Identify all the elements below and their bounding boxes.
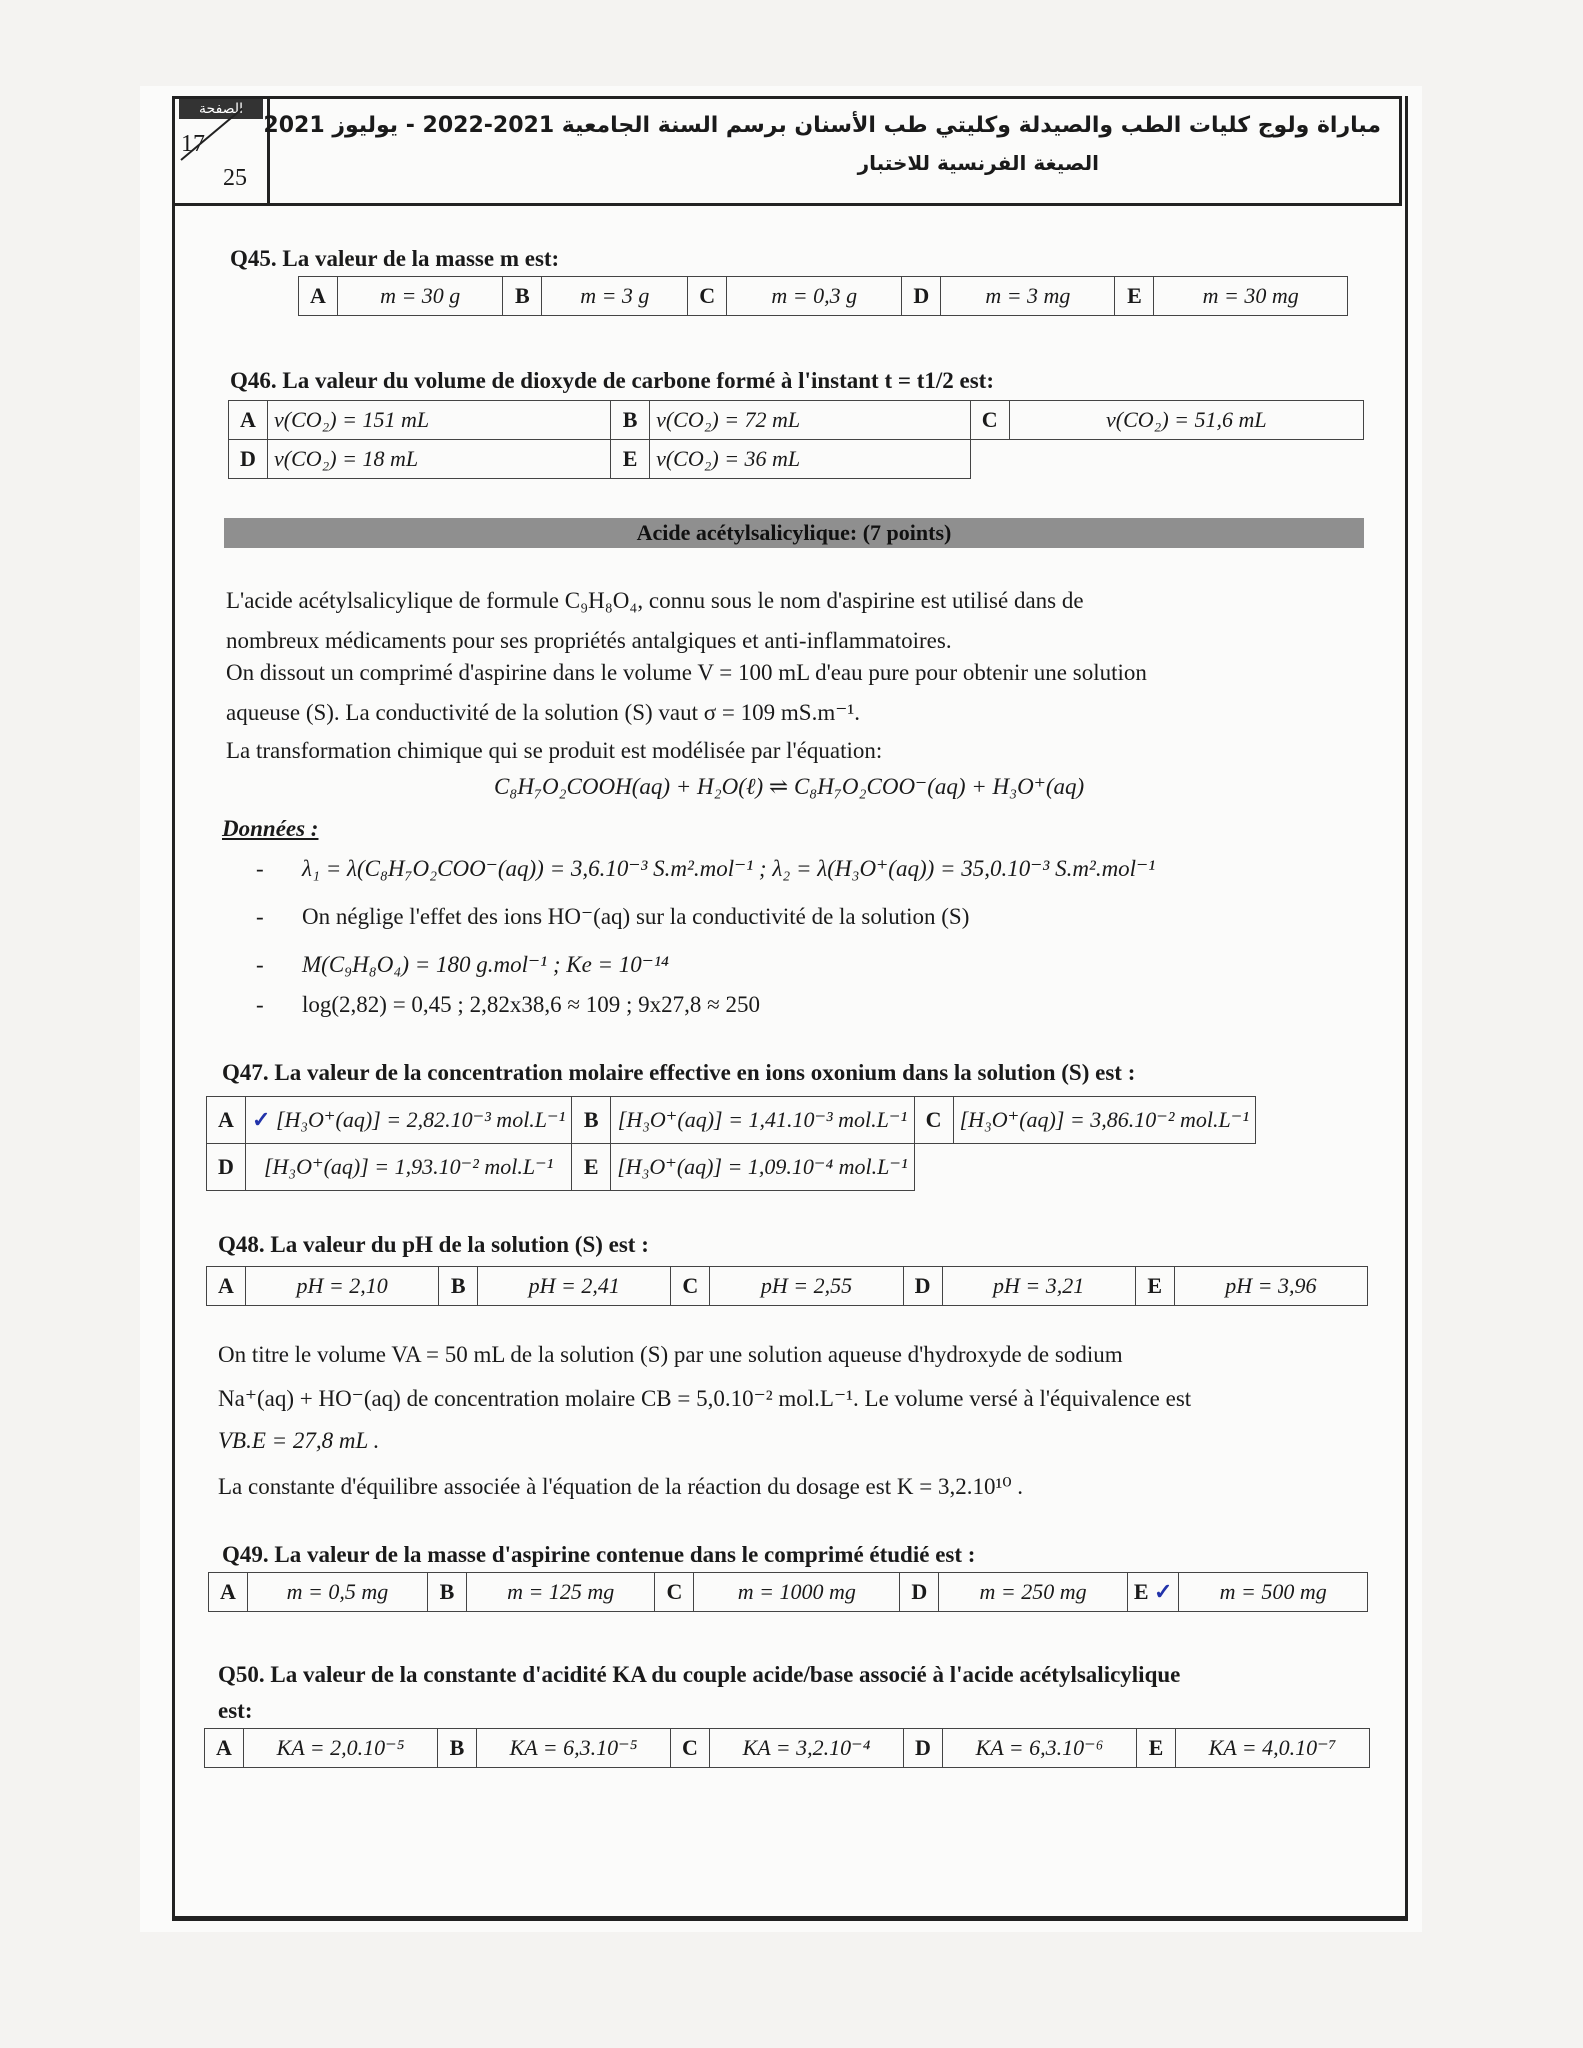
q46-option-letter[interactable]: D [229, 440, 268, 479]
page-total: 25 [223, 165, 247, 191]
q48-option-value: pH = 2,41 [478, 1267, 671, 1306]
q48-option-letter[interactable]: A [207, 1267, 246, 1306]
q48-title: Q48. La valeur du pH de la solution (S) est : [218, 1232, 649, 1257]
q45-option-letter[interactable]: B [503, 277, 542, 316]
q50-option-value: KA = 3,2.10⁻⁴ [710, 1729, 904, 1768]
q47-option-value: [H₃O⁺(aq)] = 1,93.10⁻² mol.L⁻¹ [246, 1144, 572, 1191]
q47-title: Q47. La valeur de la concentration molaire effective en ions oxonium dans la solution (S) est : [222, 1060, 1136, 1085]
exam-header [172, 96, 1402, 206]
q45-option-value: m = 30 g [338, 277, 503, 316]
data-item: λ₁ = λ(C₈H₇O₂COO⁻(aq)) = 3,6.10⁻³ S.m².mol⁻¹ ; λ₂ = λ(H₃O⁺(aq)) = 35,0.10⁻³ S.m².mol⁻¹ [302, 856, 1156, 881]
titration-line: VB.E = 27,8 mL . [218, 1428, 380, 1453]
q50-option-value: KA = 6,3.10⁻⁵ [477, 1729, 671, 1768]
q49-option-value: m = 250 mg [939, 1573, 1128, 1612]
page-number: 17 [181, 131, 205, 157]
q48-option-letter[interactable]: E [1135, 1267, 1174, 1306]
q45-option-letter[interactable]: A [299, 277, 338, 316]
intro-line: L'acide acétylsalicylique de formule C₉H₈O₄, connu sous le nom d'aspirine est utilisé dans de [226, 588, 1084, 613]
data-item: M(C₉H₈O₄) = 180 g.mol⁻¹ ; Ke = 10⁻¹⁴ [302, 952, 669, 977]
q48-option-value: pH = 2,55 [710, 1267, 903, 1306]
q50-option-value: KA = 4,0.10⁻⁷ [1176, 1729, 1370, 1768]
header-subtitle: الصيغة الفرنسية للاختبار [857, 151, 1099, 175]
q50-option-letter[interactable]: C [671, 1729, 710, 1768]
q46-option-letter[interactable]: A [229, 401, 268, 440]
data-item: log(2,82) = 0,45 ; 2,82x38,6 ≈ 109 ; 9x27,8 ≈ 250 [302, 992, 760, 1017]
q48-option-letter[interactable]: C [671, 1267, 710, 1306]
intro-line: On dissout un comprimé d'aspirine dans le volume V = 100 mL d'eau pure pour obtenir une solution [226, 660, 1147, 685]
q47-option-value: ✓ [H₃O⁺(aq)] = 2,82.10⁻³ mol.L⁻¹ [246, 1097, 572, 1144]
q45-option-letter[interactable]: C [688, 277, 727, 316]
q49-title: Q49. La valeur de la masse d'aspirine contenue dans le comprimé étudié est : [222, 1542, 976, 1567]
page-number-box [175, 99, 270, 203]
q49-option-value: m = 0,5 mg [248, 1573, 428, 1612]
data-title: Données : [222, 816, 319, 841]
q45-options [298, 276, 1348, 316]
section-banner: Acide acétylsalicylique: (7 points) [224, 518, 1364, 548]
q50-option-letter[interactable]: D [904, 1729, 943, 1768]
q47-option-letter[interactable]: A [207, 1097, 246, 1144]
q45-option-letter[interactable]: E [1115, 277, 1154, 316]
q46-option-letter[interactable]: C [970, 401, 1009, 440]
q46-options [228, 400, 1364, 479]
q46-option-value: v(CO₂) = 18 mL [268, 440, 611, 479]
q45-option-value: m = 0,3 g [727, 277, 902, 316]
q50-option-letter[interactable]: A [205, 1729, 244, 1768]
intro-line: nombreux médicaments pour ses propriétés antalgiques et anti-inflammatoires. [226, 628, 952, 653]
q46-option-value: v(CO₂) = 72 mL [650, 401, 971, 440]
intro-line: aqueuse (S). La conductivité de la solution (S) vaut σ = 109 mS.m⁻¹. [226, 700, 860, 725]
titration-line: On titre le volume VA = 50 mL de la solution (S) par une solution aqueuse d'hydroxyde de sodium [218, 1342, 1123, 1367]
q50-option-value: KA = 2,0.10⁻⁵ [244, 1729, 438, 1768]
q46-option-letter[interactable]: E [611, 440, 650, 479]
q47-option-value: [H₃O⁺(aq)] = 1,09.10⁻⁴ mol.L⁻¹ [611, 1144, 914, 1191]
q48-option-letter[interactable]: B [439, 1267, 478, 1306]
data-item: On néglige l'effet des ions HO⁻(aq) sur la conductivité de la solution (S) [302, 904, 970, 929]
titration-line: La constante d'équilibre associée à l'équation de la réaction du dosage est K = 3,2.10¹⁰ . [218, 1474, 1024, 1499]
q46-option-value: v(CO₂) = 151 mL [268, 401, 611, 440]
q47-option-letter[interactable]: B [572, 1097, 611, 1144]
q47-options [206, 1096, 1256, 1191]
header-title: مباراة ولوج كليات الطب والصيدلة وكليتي طب الأسنان برسم السنة الجامعية 2021-2022 - يوليوز 2021 [263, 113, 1381, 138]
q46-option-value: v(CO₂) = 51,6 mL [1009, 401, 1363, 440]
intro-line: La transformation chimique qui se produit est modélisée par l'équation: [226, 738, 883, 763]
q47-option-letter[interactable]: D [207, 1144, 246, 1191]
q48-option-value: pH = 3,96 [1174, 1267, 1367, 1306]
q50-title-cont: est: [218, 1698, 253, 1723]
q45-option-value: m = 3 mg [941, 277, 1115, 316]
q49-option-letter[interactable]: E ✓ [1127, 1573, 1179, 1612]
q49-option-value: m = 125 mg [466, 1573, 655, 1612]
q47-option-letter[interactable]: C [914, 1097, 953, 1144]
q46-option-letter[interactable]: B [611, 401, 650, 440]
reaction-equation: C₈H₇O₂COOH(aq) + H₂O(ℓ) ⇌ C₈H₇O₂COO⁻(aq) + H₃O⁺(aq) [494, 774, 1085, 799]
q47-option-letter[interactable]: E [572, 1144, 611, 1191]
q48-options [206, 1266, 1368, 1306]
q47-option-value: [H₃O⁺(aq)] = 1,41.10⁻³ mol.L⁻¹ [611, 1097, 914, 1144]
q45-option-value: m = 30 mg [1154, 277, 1348, 316]
checkmark-icon: ✓ [1154, 1579, 1173, 1604]
q45-title: Q45. La valeur de la masse m est: [230, 246, 560, 271]
q45-option-letter[interactable]: D [902, 277, 941, 316]
q46-title: Q46. La valeur du volume de dioxyde de carbone formé à l'instant t = t1/2 est: [230, 368, 994, 393]
checkmark-icon: ✓ [252, 1107, 271, 1132]
q50-option-letter[interactable]: E [1137, 1729, 1176, 1768]
q45-option-value: m = 3 g [542, 277, 688, 316]
q49-option-value: m = 1000 mg [694, 1573, 900, 1612]
q49-option-letter[interactable]: A [209, 1573, 248, 1612]
q49-option-letter[interactable]: C [655, 1573, 694, 1612]
q47-option-value: [H₃O⁺(aq)] = 3,86.10⁻² mol.L⁻¹ [953, 1097, 1255, 1144]
q49-options [208, 1572, 1368, 1612]
q50-options [204, 1728, 1370, 1768]
titration-line: Na⁺(aq) + HO⁻(aq) de concentration molaire CB = 5,0.10⁻² mol.L⁻¹. Le volume versé à l'équivalence est [218, 1386, 1192, 1411]
q48-option-value: pH = 2,10 [246, 1267, 439, 1306]
q48-option-letter[interactable]: D [903, 1267, 942, 1306]
q50-option-value: KA = 6,3.10⁻⁶ [943, 1729, 1137, 1768]
page-label: الصفحة [179, 99, 263, 119]
q49-option-value: m = 500 mg [1179, 1573, 1368, 1612]
q49-option-letter[interactable]: D [900, 1573, 939, 1612]
q46-option-value: v(CO₂) = 36 mL [650, 440, 971, 479]
q48-option-value: pH = 3,21 [942, 1267, 1135, 1306]
q50-title: Q50. La valeur de la constante d'acidité KA du couple acide/base associé à l'acide acétylsalicylique [218, 1662, 1181, 1687]
q50-option-letter[interactable]: B [438, 1729, 477, 1768]
q49-option-letter[interactable]: B [427, 1573, 466, 1612]
